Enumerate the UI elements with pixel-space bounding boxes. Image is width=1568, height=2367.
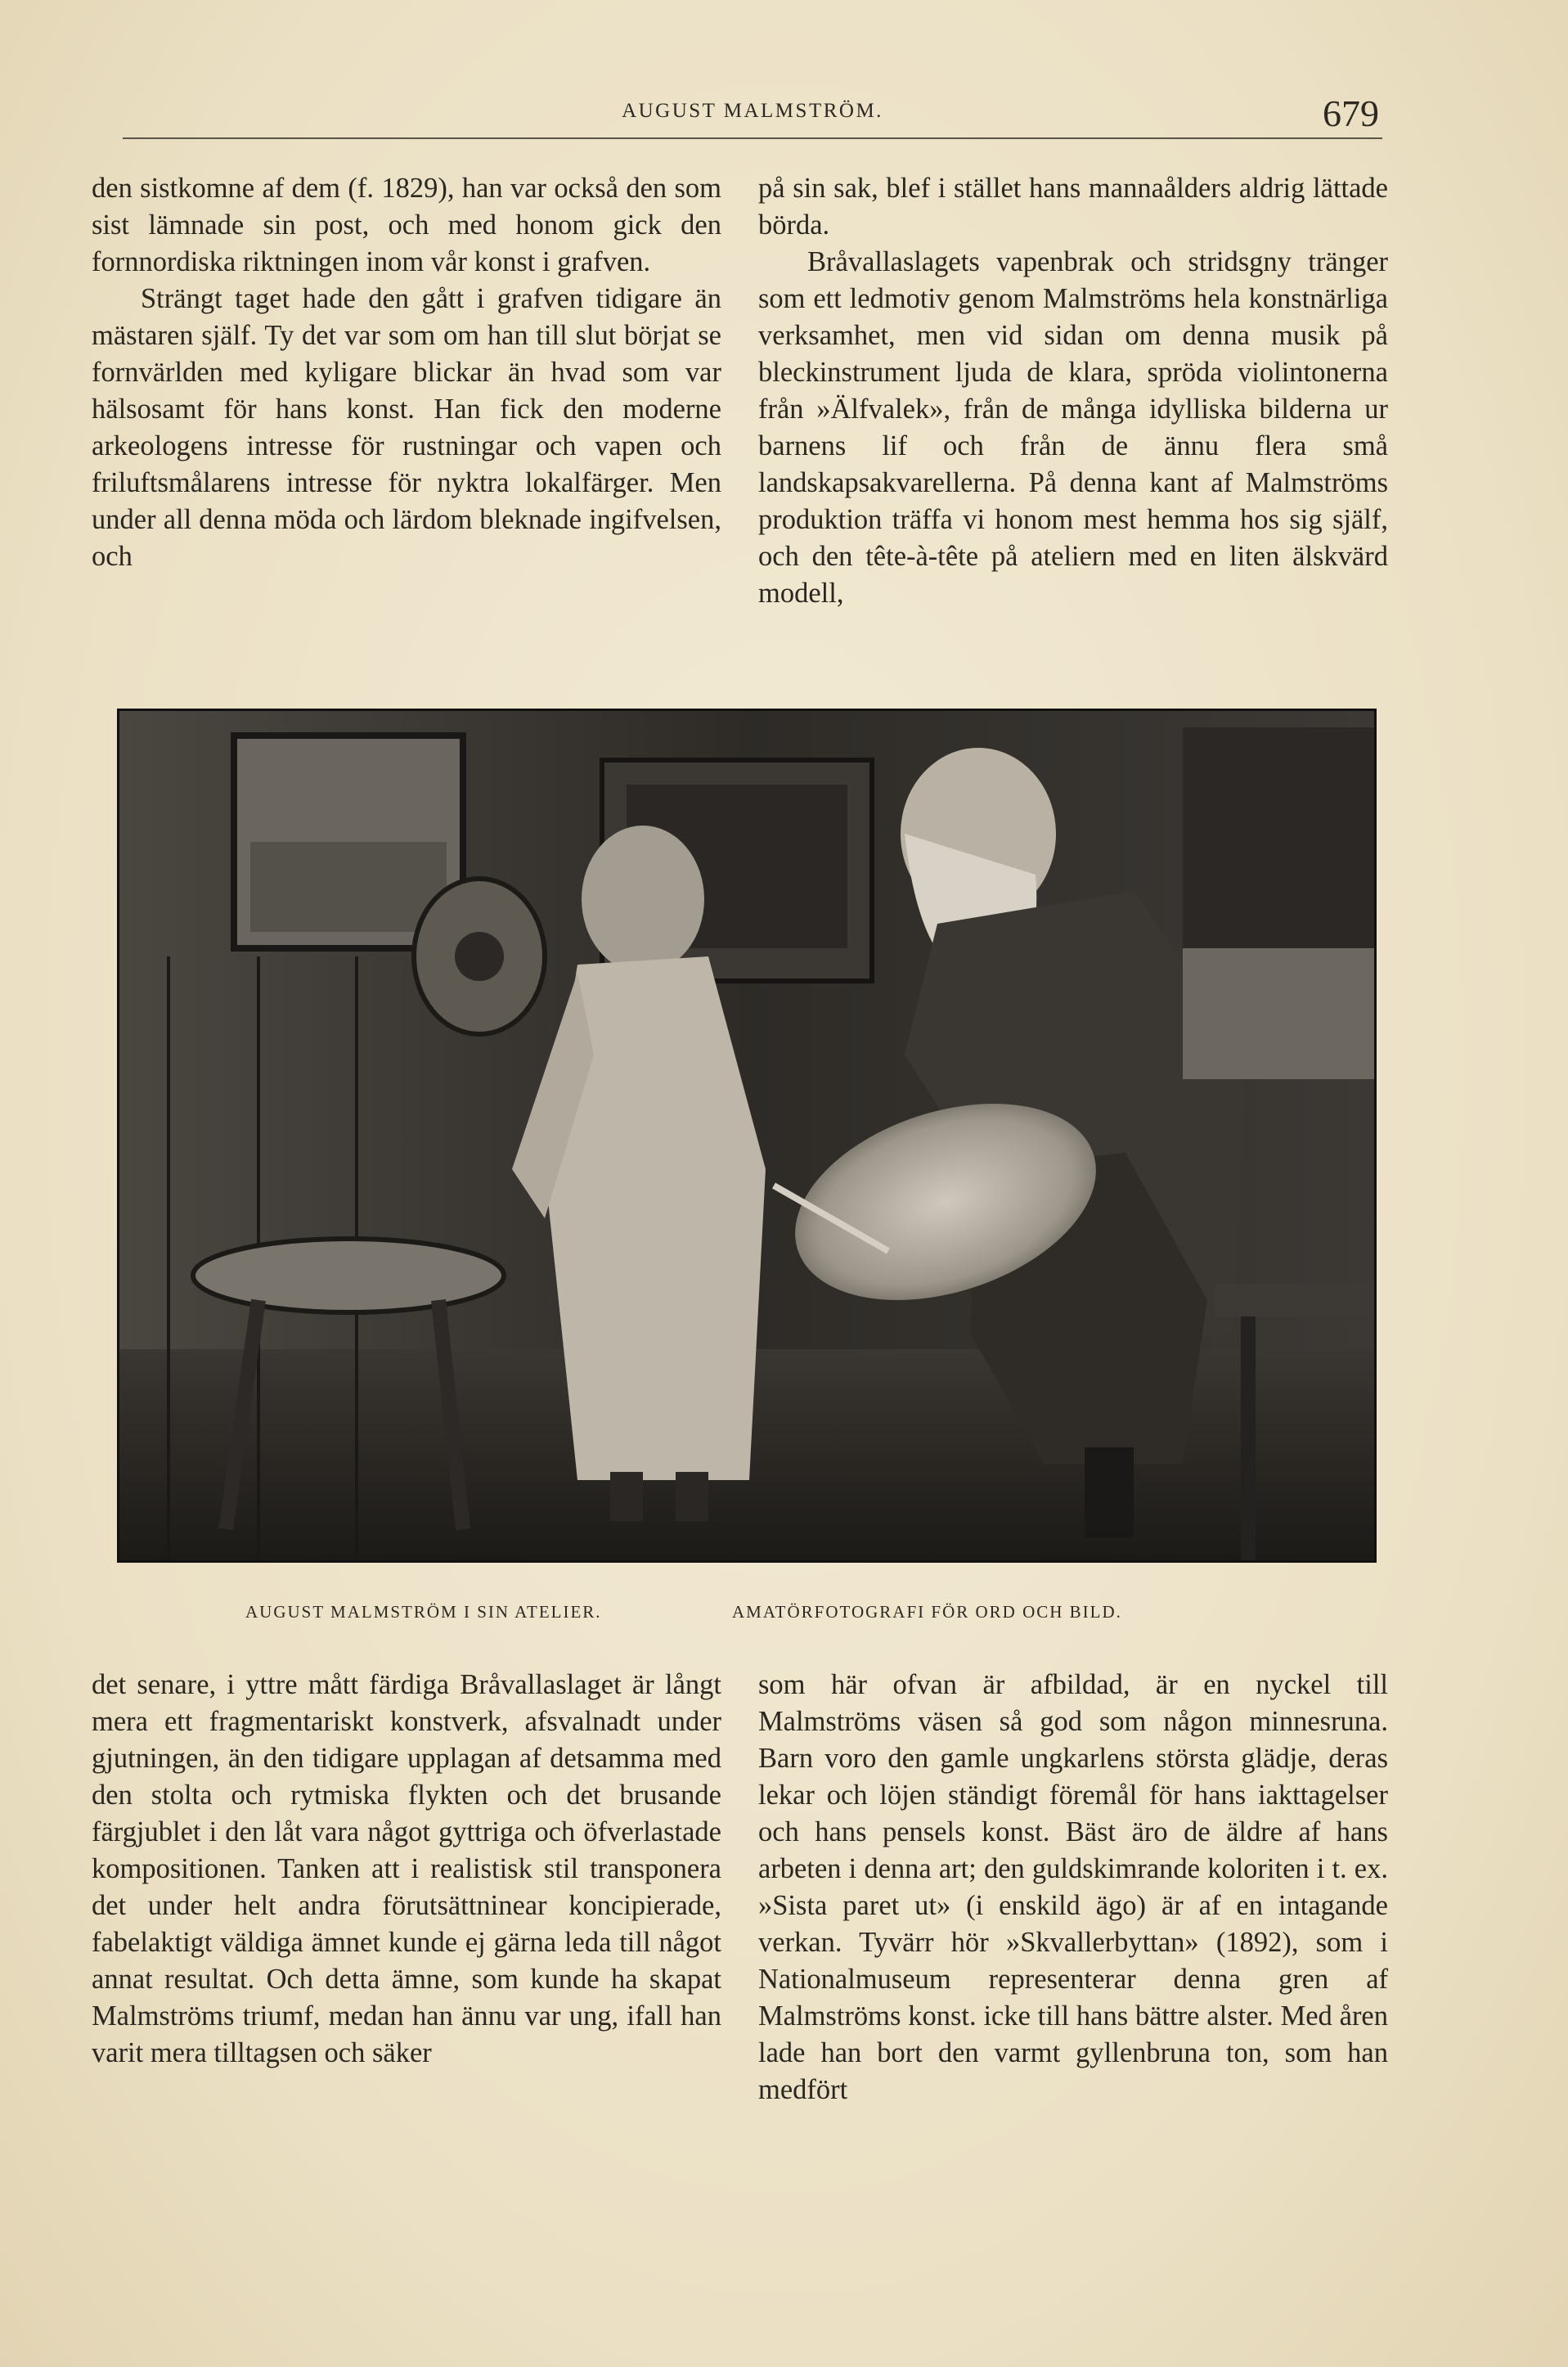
paragraph: Bråvallaslagets vapenbrak och stridsgny tränger som ett ledmotiv genom Malmströms hela konstnärliga verksamhet, men vid sidan om denna musik på bleckinstrument ljuda de klara, spröda violintonerna från »Älfvalek», från de många idylliska bilderna ur barnens lif och från de ännu flera små landskapsakvarellerna. På denna kant af Malmströms produktion träffa vi honom mest hemma hos sig själf, och den tête-à-tête på ateliern med en liten älskvärd modell, (758, 246, 1388, 609)
column-bottom-left (92, 1667, 721, 2072)
paragraph: som här ofvan är afbildad, är en nyckel till Malmströms väsen så god som någon minnesruna. Barn voro den gamle ungkarlens största glädje, deras lekar och löjen ständigt föremål för hans iakttagelser och hans pensels konst. Bäst äro de äldre af hans arbeten i denna art; den guldskimrande koloriten i t. ex. »Sista paret ut» (i enskild ägo) är af en intagande verkan. Tyvärr hör »Skvallerbyttan» (1892), som i Nationalmuseum representerar denna gren af Malmströms konst. icke till hans bättre alster. Med åren lade han bort den varmt gyllenbruna ton, som han medfört (758, 1669, 1388, 2105)
column-top-right (758, 170, 1388, 612)
photo-caption (123, 1602, 1382, 1631)
paragraph: det senare, i yttre mått färdiga Bråvallaslaget är långt mera ett fragmentariskt konstverk, afsvalnadt under gjutningen, än den tidigare upplagan af detsamma med den stolta och rytmiska flykten och det brusande färgjublet i den låt vara något gyttriga och öfverlastade kompositionen. Tanken att i realistisk stil transponera det under helt andra förutsättninear koncipierade, fabelaktigt väldiga ämnet kunde ej gärna leda till något annat resultat. Och detta ämne, som kunde ha skapat Malmströms triumf, medan han ännu var ung, ifall han varit mera tilltagsen och säker (92, 1669, 721, 2068)
page-header (123, 92, 1382, 141)
paragraph: på sin sak, blef i stället hans mannaålders aldrig lättade börda. (758, 173, 1388, 241)
paragraph: Strängt taget hade den gått i grafven tidigare än mästaren själf. Ty det var som om han till slut börjat se fornvärlden med kyligare blickar än hvad som var hälsosamt för hans konst. Han fick den moderne arkeologens intresse för rustningar och vapen och friluftsmålarens intresse för nyktra lokalfärger. Men under all denna möda och lärdom bleknade ingifvelsen, och (92, 283, 721, 572)
page-number: 679 (1323, 92, 1379, 134)
caption-title: AUGUST MALMSTRÖM I SIN ATELIER. (245, 1602, 602, 1622)
caption-credit: AMATÖRFOTOGRAFI FÖR ORD OCH BILD. (732, 1602, 1122, 1622)
atelier-photograph (117, 709, 1377, 1563)
running-title: AUGUST MALMSTRÖM. (622, 100, 883, 122)
header-rule (123, 137, 1382, 139)
column-bottom-right (758, 1667, 1388, 2108)
paragraph: den sistkomne af dem (f. 1829), han var också den som sist lämnade sin post, och med honom gick den fornnordiska riktningen inom vår konst i grafven. (92, 173, 721, 277)
column-top-left (92, 170, 721, 575)
